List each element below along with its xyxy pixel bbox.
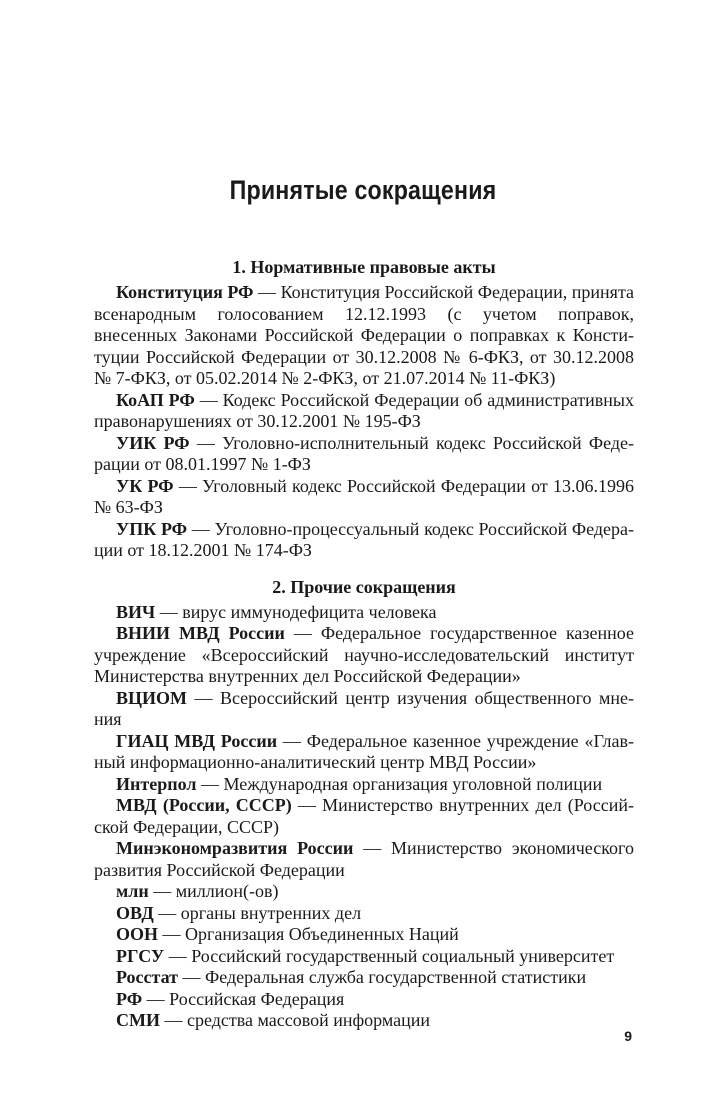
abbreviation-entry: УПК РФ — Уголовно-процессуальный кодекс Российской Федерации от 18.12.2001 № 174-ФЗ [94, 518, 635, 560]
abbreviation-term: КоАП РФ [116, 389, 195, 410]
page-title: Принятые сокращения [229, 175, 497, 205]
abbreviation-definition: миллион(-ов) [175, 881, 279, 901]
abbreviation-definition: Министерство экономического развития Российской Федерации [94, 838, 634, 880]
abbreviation-definition: Организация Объединенных Наций [185, 924, 459, 944]
abbreviation-definition: Уголовно-процессуальный кодекс Российской Федерации от 18.12.2001 № 174-ФЗ [94, 518, 635, 560]
abbreviation-definition: Федеральное казенное учреждение «Главный информационно-аналитический центр МВД России» [94, 730, 635, 772]
entry-list [94, 282, 634, 562]
entry-list [94, 602, 634, 1032]
abbreviation-definition: Уголовно-исполнительный кодекс Российской Федерации от 08.01.1997 № 1-ФЗ [94, 432, 634, 474]
abbreviation-term: СМИ [116, 1010, 160, 1030]
section-heading: 2. Прочие сокращения [272, 576, 456, 597]
abbreviation-definition: Российский государственный социальный университет [191, 945, 615, 966]
abbreviation-term: ВИЧ [116, 601, 156, 622]
abbreviation-entry: РГСУ — Российский государственный социальный университет [116, 945, 615, 966]
section-heading: 1. Нормативные правовые акты [232, 257, 496, 277]
abbreviation-term: МВД (России, СССР) [116, 795, 292, 815]
abbreviation-term: ВНИИ МВД России [116, 623, 285, 643]
abbreviation-definition: средства массовой информации [187, 1010, 431, 1030]
abbreviation-entry: ВНИИ МВД России — Федеральное государственное казенное учреждение «Всероссийский научно-исследовательский институт Министерства внутренних дел Российской Федерации» [94, 623, 634, 686]
abbreviation-entry: Минэкономразвития России — Министерство экономического развития Российской Федерации [94, 838, 634, 880]
abbreviation-definition: Уголовный кодекс Российской Федерации от 13.06.1996 № 63-ФЗ [94, 475, 634, 517]
abbreviation-entry: ОВД — органы внутренних дел [116, 902, 362, 923]
abbreviation-entry: КоАП РФ — Кодекс Российской Федерации об административных правонарушениях от 30.12.2001 № 195-ФЗ [94, 389, 634, 431]
section-normative-acts [94, 255, 634, 562]
abbreviation-entry: Конституция РФ — Конституция Российской Федерации, принята всенародным голосованием 12.12.1993 (с учетом поправок, внесенных Законами Российской Федерации о поправках к Конституции Российской Федерации от 30.12.2008 № 6-ФКЗ, от 30.12.2008 № 7-ФКЗ, от 05.02.2014 № 2-ФКЗ, от 21.07.2014 № 11-ФКЗ) [94, 282, 635, 388]
abbreviation-term: Конституция РФ [116, 282, 254, 302]
abbreviation-term: Интерпол [116, 773, 197, 794]
abbreviation-term: УК РФ [116, 475, 174, 496]
abbreviation-definition: вирус иммунодефицита человека [182, 601, 437, 622]
abbreviation-term: млн [116, 881, 149, 901]
abbreviation-definition: Международная организация уголовной полиции [223, 773, 603, 794]
abbreviation-term: РГСУ [116, 945, 165, 966]
abbreviation-term: Росстат [116, 967, 178, 987]
abbreviation-definition: Всероссийский центр изучения общественного мнения [94, 687, 634, 729]
abbreviation-term: УИК РФ [116, 432, 190, 453]
abbreviation-term: Минэкономразвития России [116, 838, 354, 858]
abbreviation-definition: Федеральная служба государственной статистики [204, 967, 587, 987]
abbreviation-definition: Конституция Российской Федерации, принята всенародным голосованием 12.12.1993 (с учетом поправок, внесенных Законами Российской Федерации о поправках к Конституции Российской Федерации от 30.12.2008 № 6-ФКЗ, от 30.12.2008 № 7-ФКЗ, от 05.02.2014 № 2-ФКЗ, от 21.07.2014 № 11-ФКЗ) [94, 282, 635, 388]
abbreviation-entry: ГИАЦ МВД России — Федеральное казенное учреждение «Главный информационно-аналитический центр МВД России» [94, 730, 635, 772]
abbreviation-entry: МВД (России, СССР) — Министерство внутренних дел (Российской Федерации, СССР) [94, 795, 634, 837]
abbreviation-term: УПК РФ [116, 518, 188, 539]
abbreviation-definition: Российская Федерация [169, 988, 345, 1009]
section-other-abbreviations [94, 575, 634, 1032]
abbreviation-definition: органы внутренних дел [180, 902, 362, 923]
abbreviation-entry: УК РФ — Уголовный кодекс Российской Федерации от 13.06.1996 № 63-ФЗ [94, 475, 634, 517]
abbreviation-entry: млн — миллион(-ов) [116, 881, 279, 901]
abbreviation-definition: Федеральное государственное казенное учреждение «Всероссийский научно-исследовательский институт Министерства внутренних дел Российской Федерации» [94, 623, 634, 686]
abbreviation-entry: УИК РФ — Уголовно-исполнительный кодекс Российской Федерации от 08.01.1997 № 1-ФЗ [94, 432, 634, 474]
page-number: 9 [624, 1028, 632, 1044]
abbreviation-term: ОВД [116, 902, 154, 923]
abbreviation-entry: ООН — Организация Объединенных Наций [116, 924, 459, 944]
abbreviation-definition: Министерство внутренних дел (Российской Федерации, СССР) [94, 795, 634, 837]
abbreviation-term: ООН [116, 924, 159, 944]
abbreviation-term: ГИАЦ МВД России [116, 730, 278, 751]
abbreviation-entry: ВЦИОМ — Всероссийский центр изучения общественного мнения [94, 687, 634, 729]
abbreviation-term: ВЦИОМ [116, 687, 187, 708]
abbreviations-content [94, 255, 634, 1032]
abbreviation-entry: ВИЧ — вирус иммунодефицита человека [116, 601, 437, 622]
abbreviation-entry: Интерпол — Международная организация уголовной полиции [116, 773, 603, 794]
abbreviation-entry: СМИ — средства массовой информации [116, 1010, 431, 1030]
abbreviation-term: РФ [116, 988, 143, 1009]
abbreviation-definition: Кодекс Российской Федерации об административных правонарушениях от 30.12.2001 № 195-ФЗ [94, 389, 634, 431]
abbreviation-entry: Росстат — Федеральная служба государственной статистики [116, 967, 587, 987]
abbreviation-entry: РФ — Российская Федерация [116, 988, 345, 1009]
